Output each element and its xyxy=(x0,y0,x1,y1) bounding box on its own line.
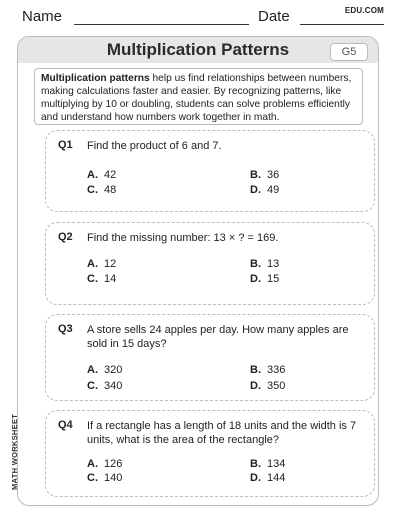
question-text: Find the product of 6 and 7. xyxy=(87,140,222,152)
option-value: 140 xyxy=(104,472,123,484)
option-value: 320 xyxy=(104,364,123,376)
option-letter: B. xyxy=(250,458,261,470)
option-value: 42 xyxy=(104,169,117,181)
option-b[interactable] xyxy=(250,458,285,470)
option-a[interactable] xyxy=(87,458,122,470)
page-title: Multiplication Patterns xyxy=(106,40,290,59)
option-value: 126 xyxy=(104,458,123,470)
option-value: 144 xyxy=(267,472,286,484)
option-letter: B. xyxy=(250,169,261,181)
brand-logo: EDU.COM xyxy=(344,6,384,15)
grade-badge: G5 xyxy=(330,43,368,61)
name-label: Name xyxy=(22,8,63,25)
question-text: If a rectangle has a length of 18 units and the width is 7 units, what is the area of the rectangle? xyxy=(87,420,357,446)
option-value: 49 xyxy=(267,184,280,196)
option-d[interactable] xyxy=(250,472,285,484)
side-label: MATH WORKSHEET xyxy=(10,413,19,490)
option-letter: A. xyxy=(87,258,98,270)
question-2 xyxy=(45,222,375,305)
intro-box xyxy=(34,68,363,125)
option-c[interactable] xyxy=(87,184,116,196)
option-letter: A. xyxy=(87,169,98,181)
question-number: Q4 xyxy=(58,419,73,431)
question-number: Q3 xyxy=(58,323,73,335)
option-d[interactable] xyxy=(250,273,279,285)
option-c[interactable] xyxy=(87,380,122,392)
option-d[interactable] xyxy=(250,184,279,196)
option-value: 48 xyxy=(104,184,117,196)
option-a[interactable] xyxy=(87,169,116,181)
option-value: 134 xyxy=(267,458,286,470)
option-letter: B. xyxy=(250,258,261,270)
option-d[interactable] xyxy=(250,380,285,392)
option-value: 36 xyxy=(267,169,280,181)
option-value: 336 xyxy=(267,364,286,376)
intro-text: help us find relationships between numbers, making calculations faster and easier. By recognizing patterns, like multiplying by 10 or doubling, students can solve problems efficiently and understand how numbers work together in math. xyxy=(41,73,352,123)
option-value: 350 xyxy=(267,380,286,392)
question-4 xyxy=(45,410,375,497)
option-value: 15 xyxy=(267,273,280,285)
question-text: A store sells 24 apples per day. How many apples are sold in 15 days? xyxy=(87,324,349,350)
option-value: 13 xyxy=(267,258,280,270)
option-b[interactable] xyxy=(250,364,285,376)
date-label: Date xyxy=(258,8,290,25)
option-c[interactable] xyxy=(87,472,122,484)
option-letter: A. xyxy=(87,364,98,376)
option-value: 14 xyxy=(104,273,117,285)
option-b[interactable] xyxy=(250,258,279,270)
option-letter: D. xyxy=(250,472,261,484)
question-number: Q1 xyxy=(58,139,73,151)
option-value: 12 xyxy=(104,258,117,270)
date-line[interactable] xyxy=(300,24,384,25)
title-bar xyxy=(18,37,378,63)
option-letter: D. xyxy=(250,380,261,392)
question-number: Q2 xyxy=(58,231,73,243)
question-1 xyxy=(45,130,375,212)
option-a[interactable] xyxy=(87,258,116,270)
option-letter: A. xyxy=(87,458,98,470)
option-c[interactable] xyxy=(87,273,116,285)
option-letter: C. xyxy=(87,184,98,196)
option-letter: C. xyxy=(87,380,98,392)
header xyxy=(22,6,384,32)
option-letter: D. xyxy=(250,184,261,196)
option-letter: C. xyxy=(87,273,98,285)
option-letter: D. xyxy=(250,273,261,285)
intro-bold: Multiplication patterns xyxy=(41,73,150,84)
question-3 xyxy=(45,314,375,401)
option-value: 340 xyxy=(104,380,123,392)
name-line[interactable] xyxy=(74,24,249,25)
option-a[interactable] xyxy=(87,364,122,376)
option-letter: B. xyxy=(250,364,261,376)
option-letter: C. xyxy=(87,472,98,484)
worksheet xyxy=(17,36,379,506)
option-b[interactable] xyxy=(250,169,279,181)
question-text: Find the missing number: 13 × ? = 169. xyxy=(87,232,279,244)
